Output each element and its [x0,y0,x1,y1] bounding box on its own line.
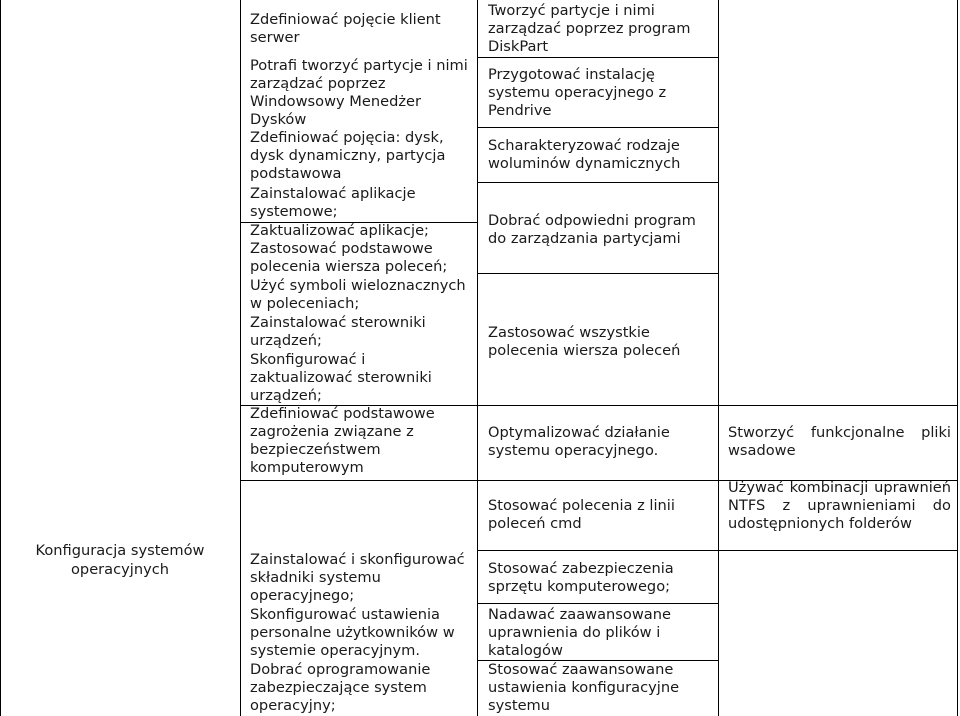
skill-item: Optymalizować działanie systemu operacyjnego. [488,424,670,459]
row-label: Konfiguracja systemów operacyjnych [35,542,205,578]
col3-row-line [477,182,719,183]
skill-item: Nadawać zaawansowane uprawnienia do plików i katalogów [488,606,671,659]
col4-row-line [718,550,958,551]
skill-item: Zastosować wszystkie polecenia wiersza poleceń [488,324,681,359]
skill-item: Używać kombinacji uprawnień NTFS z uprawnieniami do udostępnionych folderów [728,479,951,532]
col3-row-line [477,57,719,58]
skill-item: Zainstalować i skonfigurować składniki systemu operacyjnego; [250,551,465,604]
skill-item: Tworzyć partycje i nimi zarządzać poprzez program DiskPart [488,2,691,55]
col3-row-line [477,273,719,274]
col3-row-line [477,480,719,481]
col3-row-line [477,405,719,406]
skill-item: Zdefiniować podstawowe zagrożenia związane z bezpieczeństwem komputerowym [250,405,435,476]
skill-item: Scharakteryzować rodzaje woluminów dynamicznych [488,137,681,172]
skill-item: Skonfigurować ustawienia personalne użytkowników w systemie operacyjnym. [250,606,455,659]
skill-item: Zaktualizować aplikacje; [250,222,429,239]
skill-item: Zdefiniować pojęcie klient serwer [250,11,441,46]
skill-item: Przygotować instalację systemu operacyjnego z Pendrive [488,66,667,119]
col3-row-line [477,603,719,604]
table-border-right [957,0,958,716]
skill-item: Potrafi tworzyć partycje i nimi zarządzać poprzez Windowsowy Menedżer Dysków [250,57,468,128]
col2-row-line [240,480,478,481]
skill-item: Stworzyć funkcjonalne pliki wsadowe [728,424,951,459]
skill-item: Zainstalować aplikacje systemowe; [250,185,416,220]
table-divider-3 [718,0,719,716]
table-border-left [0,0,1,716]
skill-item: Użyć symboli wieloznacznych w poleceniach; [250,277,466,312]
col3-row-line [477,127,719,128]
skill-item: Skonfigurować i zaktualizować sterowniki urządzeń; [250,351,432,404]
skill-item: Zdefiniować pojęcia: dysk, dysk dynamiczny, partycja podstawowa [250,129,446,182]
skill-item: Stosować zaawansowane ustawienia konfiguracyjne systemu [488,661,680,714]
skill-item: Zastosować podstawowe polecenia wiersza poleceń; [250,240,448,275]
table-divider-2 [477,0,478,716]
table-divider-1 [240,0,241,716]
skill-item: Dobrać odpowiedni program do zarządzania partycjami [488,212,696,247]
skill-item: Stosować zabezpieczenia sprzętu komputerowego; [488,560,674,595]
skill-item: Dobrać oprogramowanie zabezpieczające system operacyjny; [250,661,431,714]
col3-row-line [477,550,719,551]
skill-item: Zainstalować sterowniki urządzeń; [250,314,426,349]
skill-item: Stosować polecenia z linii poleceń cmd [488,497,675,532]
col4-row-line [718,405,958,406]
